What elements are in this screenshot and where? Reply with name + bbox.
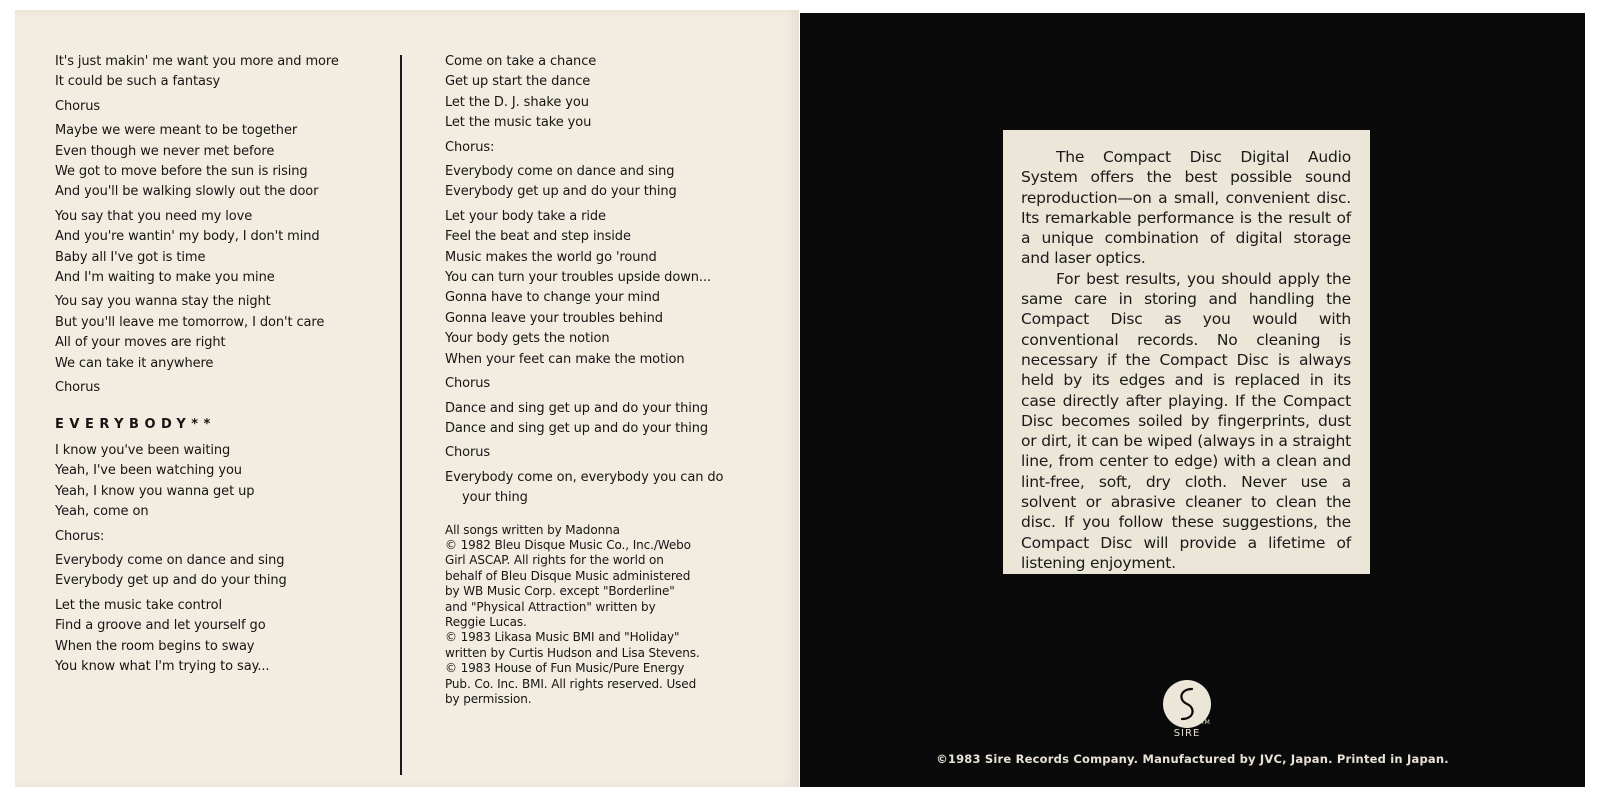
lyric-line: Baby all I've got is time	[55, 249, 206, 265]
credit-line: by WB Music Corp. except "Borderline"	[445, 584, 675, 599]
lyric-line: It's just makin' me want you more and more	[55, 54, 339, 69]
credit-line: Girl ASCAP. All rights for the world on	[445, 553, 664, 568]
lyric-line: Everybody come on, everybody you can do	[445, 469, 724, 485]
lyric-line: Find a groove and let yourself go	[55, 618, 266, 634]
lyric-line: Feel the beat and step inside	[445, 229, 631, 245]
compact-disc-notice-box	[1003, 130, 1370, 574]
lyric-line: And you're wantin' my body, I don't mind	[55, 229, 320, 245]
lyric-line: Gonna leave your troubles behind	[445, 310, 663, 326]
lyric-stanza	[55, 551, 375, 592]
lyric-line: Chorus:	[55, 528, 105, 544]
credit-line: All songs written by Madonna	[445, 522, 620, 537]
lyric-stanza	[445, 443, 765, 463]
lyric-line: Everybody come on dance and sing	[55, 552, 285, 568]
lyric-line: Everybody come on dance and sing	[445, 164, 675, 180]
lyric-stanza	[55, 121, 375, 203]
lyric-line: Your body gets the notion	[445, 331, 610, 347]
lyric-line: Maybe we were meant to be together	[55, 123, 298, 139]
lyric-stanza	[55, 441, 375, 523]
lyric-line: All of your moves are right	[55, 335, 226, 351]
lyric-line: Gonna have to change your mind	[445, 290, 660, 306]
lyric-line: You say that you need my love	[55, 208, 253, 224]
lyric-stanza	[55, 378, 375, 398]
lyric-line: You can turn your troubles upside down...	[445, 270, 711, 286]
lyric-line: Let the music take control	[55, 597, 222, 613]
lyric-stanza	[55, 596, 375, 678]
lyric-line: And I'm waiting to make you mine	[55, 270, 275, 286]
lyric-stanza	[445, 399, 765, 440]
lyric-line: Chorus:	[445, 139, 495, 155]
notice-paragraph-2: For best results, you should apply the same care in storing and handling the Compact Disc as you would with conventional records. No cleaning is necessary if the Compact Disc is always held by its edges and is replaced in its case directly after playing. If the Compact Disc becomes soiled by fingerprints, dust or dirt, it can be wiped (always in a straight line, from center to edge) with a clean and lint-free, soft, dry cloth. Never use a solvent or abrasive cleaner to clean the disc. If you follow these suggestions, the Compact Disc will provide a lifetime of listening enjoyment.	[1021, 269, 1351, 572]
song-title: EVERYBODY**	[55, 416, 216, 432]
lyric-stanza	[55, 527, 375, 547]
notice-text	[1021, 147, 1351, 573]
lyric-line: When your feet can make the motion	[445, 351, 685, 367]
credit-line: and "Physical Attraction" written by	[445, 599, 656, 614]
lyric-line: Music makes the world go 'round	[445, 249, 657, 265]
lyric-stanza	[445, 52, 765, 134]
copyright-notice: ©1983 Sire Records Company. Manufactured by JVC, Japan. Printed in Japan.	[936, 752, 1449, 766]
lyric-line: And you'll be walking slowly out the door	[55, 184, 319, 200]
lyric-line: You know what I'm trying to say...	[55, 658, 270, 674]
songwriting-credits	[445, 523, 715, 708]
lyric-line: Yeah, I know you wanna get up	[55, 483, 255, 499]
trademark-mark: TM	[1201, 719, 1210, 726]
credit-line: © 1983 Likasa Music BMI and "Holiday"	[445, 630, 680, 645]
lyric-stanza	[445, 138, 765, 158]
lyrics-column-left	[55, 52, 375, 681]
lyric-line: Yeah, I've been watching you	[55, 463, 242, 479]
credit-line: behalf of Bleu Disque Music administered	[445, 568, 691, 583]
lyric-line: You say you wanna stay the night	[55, 294, 271, 310]
lyric-line: Chorus	[445, 376, 491, 392]
lyric-line: I know you've been waiting	[55, 442, 231, 458]
lyric-line: Let your body take a ride	[445, 208, 606, 224]
lyric-line: Let the D. J. shake you	[445, 94, 589, 110]
lyric-line: Even though we never met before	[55, 143, 275, 159]
lyric-line: Let the music take you	[445, 115, 592, 131]
notice-paragraph-1: The Compact Disc Digital Audio System offers the best possible sound reproduction—on a small, convenient disc. Its remarkable performance is the result of a unique combination of digital storage and laser optics.	[1021, 148, 1351, 268]
lyrics-column-right	[445, 52, 765, 707]
lyric-line: It could be such a fantasy	[55, 74, 221, 90]
lyric-line: Dance and sing get up and do your thing	[445, 420, 709, 436]
lyric-line: But you'll leave me tomorrow, I don't care	[55, 314, 325, 330]
credit-line: Pub. Co. Inc. BMI. All rights reserved. Used	[445, 676, 697, 691]
lyric-line: Everybody get up and do your thing	[55, 573, 287, 589]
lyric-line: Get up start the dance	[445, 74, 591, 90]
credit-line: written by Curtis Hudson and Lisa Stevens.	[445, 645, 700, 660]
lyric-line: Yeah, come on	[55, 504, 149, 520]
lyric-line-continuation: your thing	[462, 490, 528, 506]
left-page	[15, 10, 799, 787]
lyric-stanza	[445, 468, 765, 509]
right-page	[800, 13, 1585, 787]
lyric-stanza	[55, 292, 375, 374]
lyric-line: Dance and sing get up and do your thing	[445, 400, 709, 416]
lyric-stanza	[445, 374, 765, 394]
lyric-line: Chorus	[55, 380, 101, 396]
lyric-stanza	[55, 207, 375, 289]
credit-line: Reggie Lucas.	[445, 614, 527, 629]
lyric-stanza	[55, 52, 375, 93]
lyric-line: When the room begins to sway	[55, 638, 255, 654]
credit-line: © 1983 House of Fun Music/Pure Energy	[445, 661, 685, 676]
lyric-line: Come on take a chance	[445, 54, 597, 69]
lyric-stanza	[445, 207, 765, 370]
lyric-line: Chorus	[55, 98, 101, 114]
credit-line: © 1982 Bleu Disque Music Co., Inc./Webo	[445, 537, 691, 552]
credit-line: by permission.	[445, 692, 532, 706]
lyric-line: We got to move before the sun is rising	[55, 164, 308, 180]
lyric-line: Everybody get up and do your thing	[445, 184, 677, 200]
lyric-line: We can take it anywhere	[55, 355, 214, 371]
lyric-stanza	[445, 162, 765, 203]
column-divider	[400, 55, 402, 775]
logo-brand-text: SIRE	[1173, 728, 1201, 739]
lyric-stanza	[55, 97, 375, 117]
lyric-line: Chorus	[445, 445, 491, 461]
